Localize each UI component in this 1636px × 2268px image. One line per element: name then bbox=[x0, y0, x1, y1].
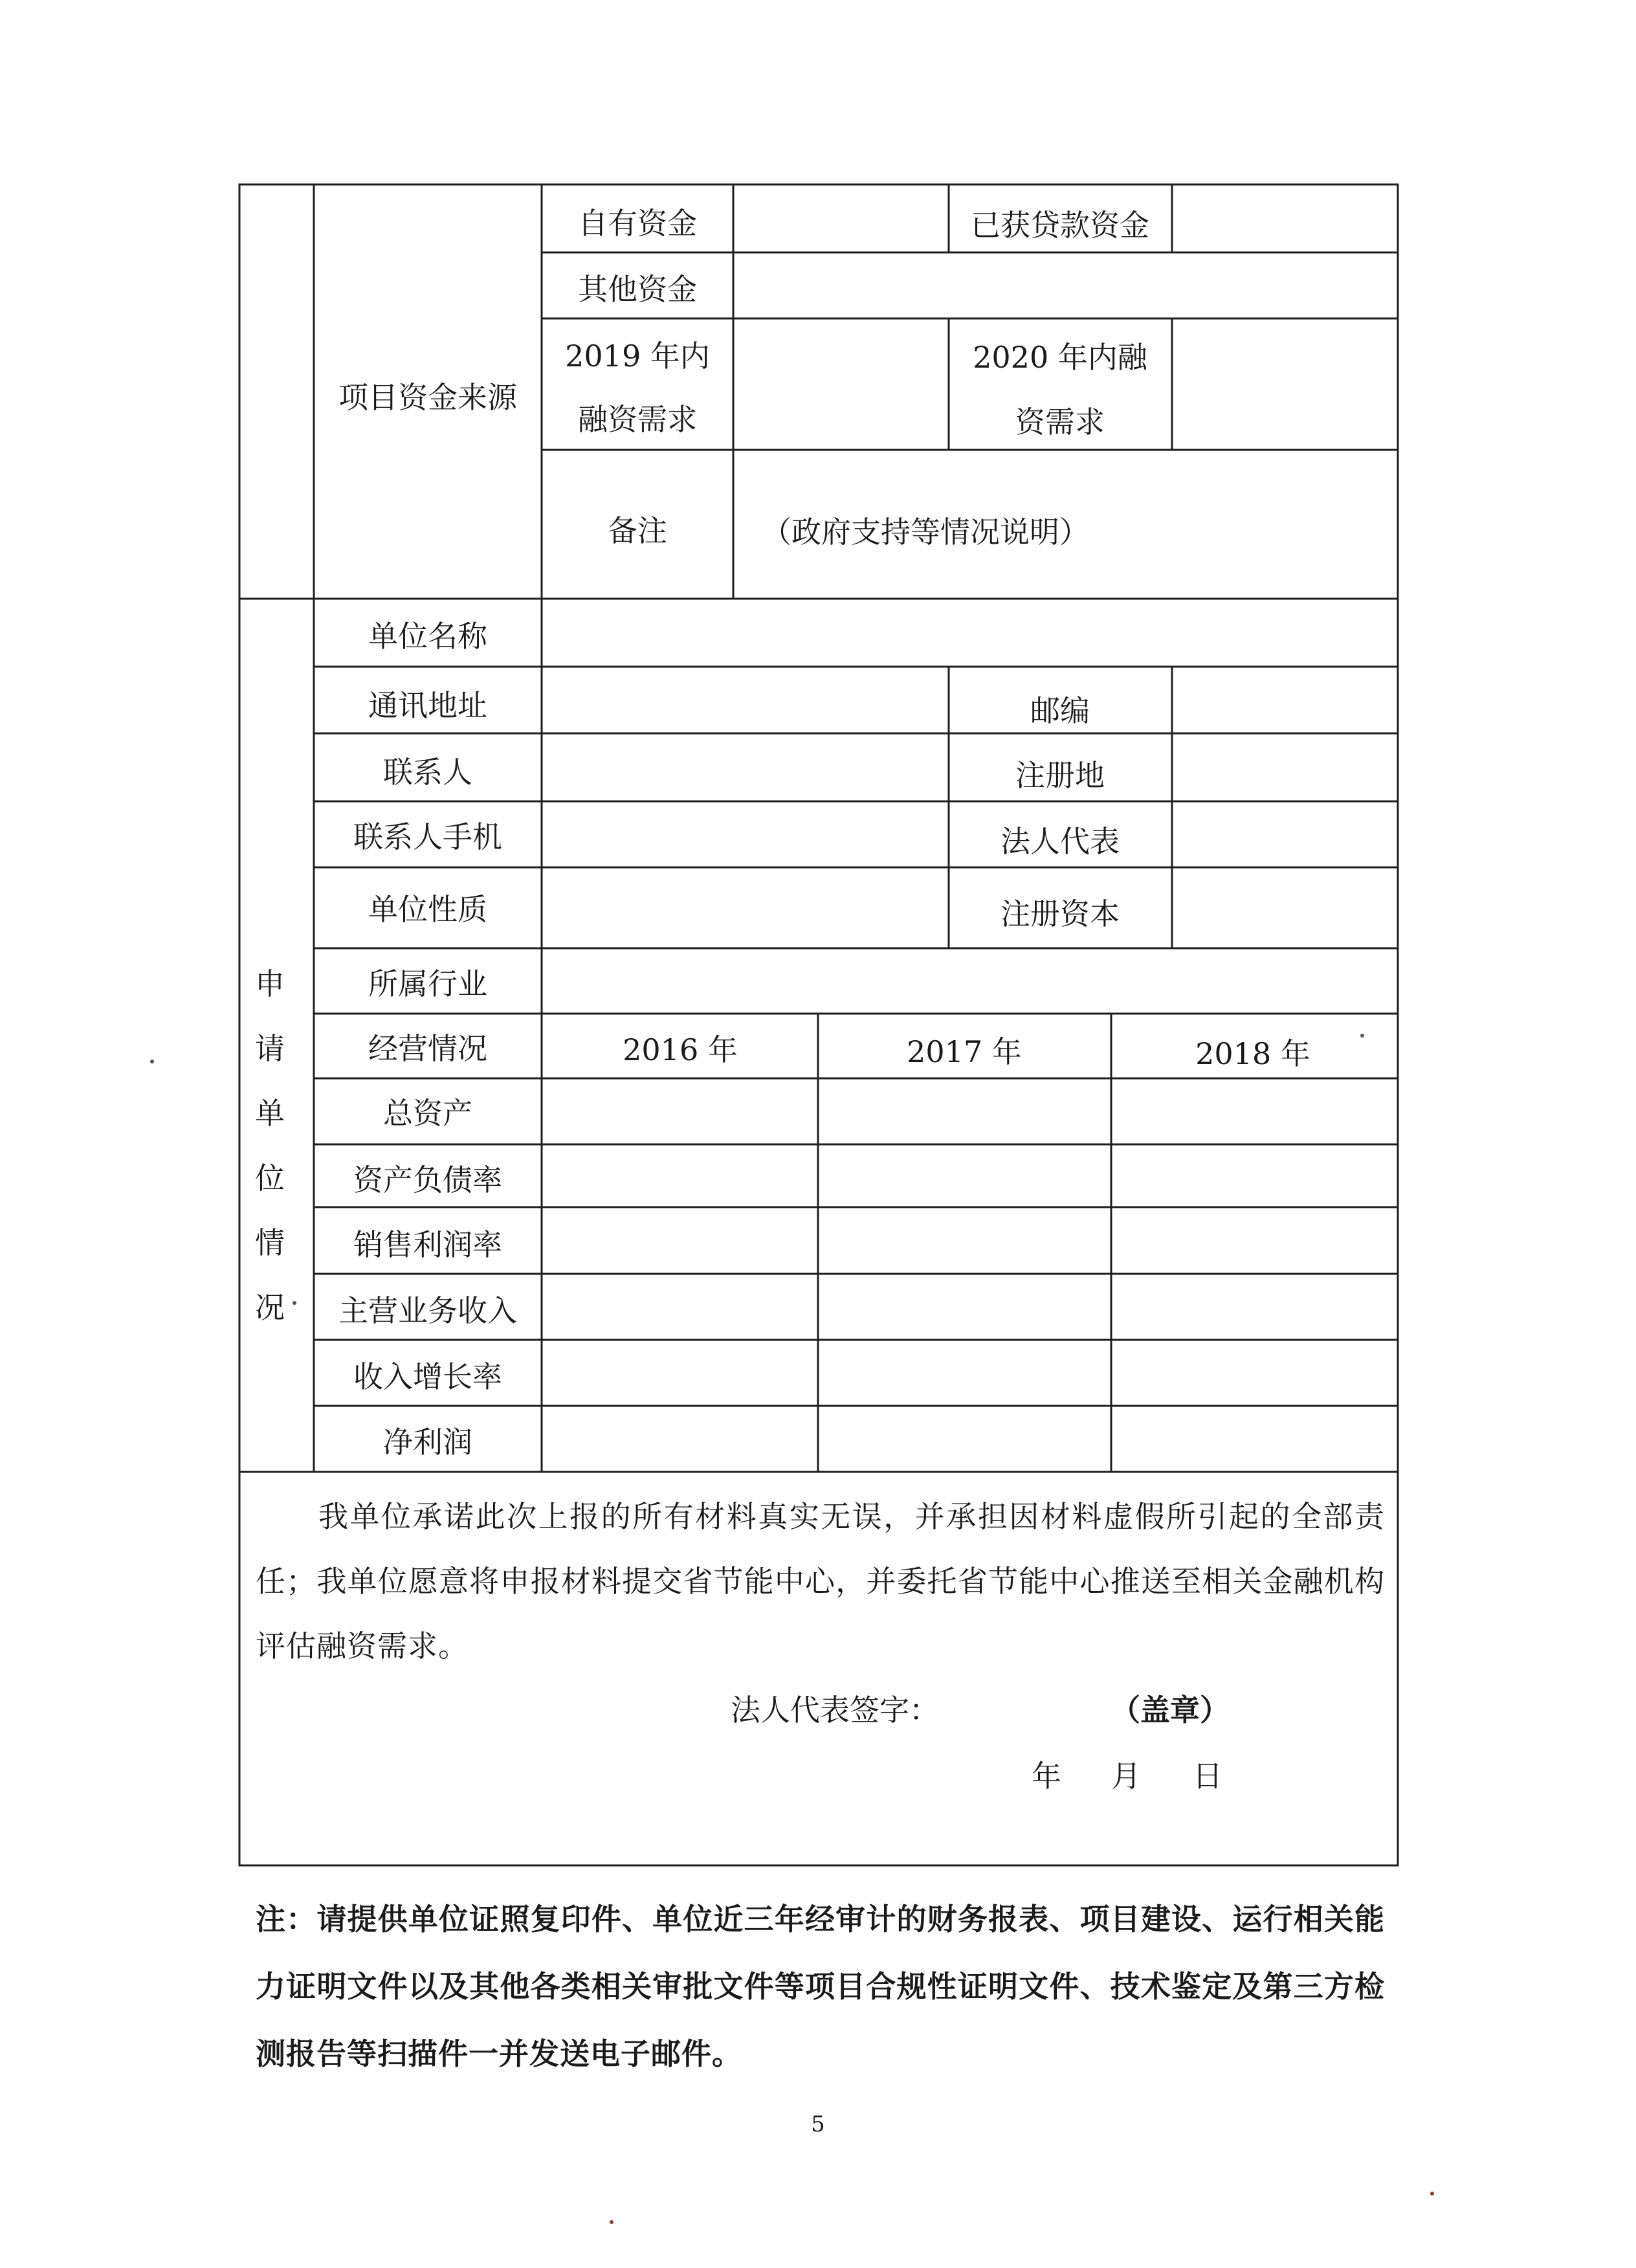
applicant-label-char: 单 bbox=[255, 1096, 285, 1131]
applicant-section-label bbox=[250, 951, 289, 1340]
postcode-label: 邮编 bbox=[1030, 693, 1090, 728]
registered-place-label: 注册地 bbox=[1015, 758, 1105, 793]
signature-label: 法人代表签字： bbox=[731, 1693, 939, 1728]
other-funds-label: 其他资金 bbox=[578, 272, 697, 307]
remarks-hint: （政府支持等情况说明） bbox=[762, 515, 1089, 550]
performance-header: 经营情况 bbox=[368, 1031, 487, 1066]
applicant-label-char: 申 bbox=[255, 966, 285, 1001]
contact-label: 联系人 bbox=[383, 755, 472, 790]
own-funds-label: 自有资金 bbox=[578, 206, 697, 241]
row-label-main-revenue: 主营业务收入 bbox=[338, 1293, 517, 1328]
scan-speck bbox=[293, 1301, 296, 1305]
scan-speck bbox=[1430, 2192, 1434, 2196]
year-header-2016: 2016 年 bbox=[623, 1032, 738, 1067]
date-day-label: 日 bbox=[1193, 1759, 1222, 1794]
scan-speck bbox=[150, 1060, 154, 1063]
seal-label: （盖章） bbox=[1111, 1693, 1230, 1728]
submission-note: 注：请提供单位证照复印件、单位近三年经审计的财务报表、项目建设、运行相关能力证明文件以及其他各类相关审批文件等项目合规性证明文件、技术鉴定及第三方检测报告等扫描件一并发送电子邮件。 bbox=[256, 1902, 1385, 2071]
need-2019-label-line1: 2019 年内 bbox=[565, 339, 710, 373]
legal-rep-label: 法人代表 bbox=[1000, 824, 1120, 859]
scan-speck bbox=[610, 2220, 614, 2224]
pledge-text: 我单位承诺此次上报的所有材料真实无误，并承担因材料虚假所引起的全部责任；我单位愿意将申报材料提交省节能中心，并委托省节能中心推送至相关金融机构评估融资需求。 bbox=[256, 1499, 1385, 1663]
remarks-label: 备注 bbox=[608, 513, 667, 548]
scan-speck bbox=[1360, 1034, 1364, 1038]
applicant-label-char: 请 bbox=[255, 1031, 285, 1066]
applicant-label-char: 情 bbox=[255, 1225, 285, 1260]
contact-mobile-label: 联系人手机 bbox=[353, 819, 502, 854]
need-2019-label-line2: 融资需求 bbox=[578, 402, 697, 437]
row-label-net-profit: 净利润 bbox=[383, 1425, 472, 1460]
row-label-total-assets: 总资产 bbox=[383, 1096, 472, 1131]
unit-nature-label: 单位性质 bbox=[368, 892, 487, 927]
row-label-profit-margin: 销售利润率 bbox=[353, 1227, 502, 1262]
applicant-label-char: 位 bbox=[255, 1161, 285, 1195]
date-month-label: 月 bbox=[1111, 1759, 1141, 1794]
industry-label: 所属行业 bbox=[368, 966, 487, 1001]
year-header-2018: 2018 年 bbox=[1195, 1036, 1310, 1071]
address-label: 通讯地址 bbox=[368, 688, 487, 723]
date-year-label: 年 bbox=[1032, 1759, 1061, 1794]
year-header-2017: 2017 年 bbox=[907, 1034, 1022, 1069]
row-label-revenue-growth: 收入增长率 bbox=[353, 1359, 502, 1394]
registered-capital-label: 注册资本 bbox=[1000, 896, 1120, 931]
loan-funds-label: 已获贷款资金 bbox=[971, 208, 1149, 243]
need-2020-label-line1: 2020 年内融 bbox=[973, 340, 1147, 375]
need-2020-label-line2: 资需求 bbox=[1015, 405, 1105, 439]
unit-name-label: 单位名称 bbox=[368, 619, 487, 654]
page-number: 5 bbox=[811, 2111, 825, 2137]
row-label-debt-ratio: 资产负债率 bbox=[353, 1162, 502, 1197]
applicant-label-char: 况 bbox=[255, 1290, 285, 1325]
funding-source-label: 项目资金来源 bbox=[338, 380, 517, 415]
